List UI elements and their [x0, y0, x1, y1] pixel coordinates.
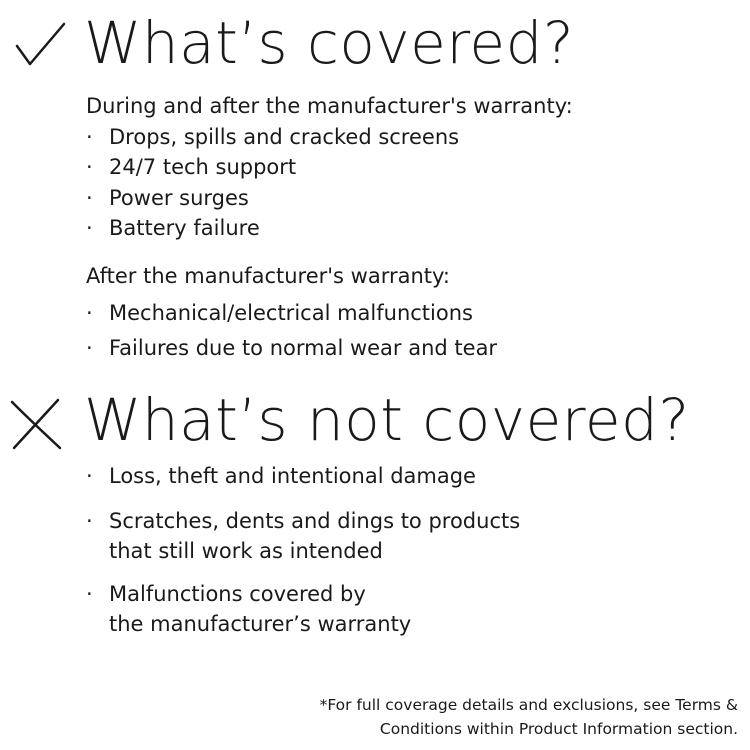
bullet-dot: ·: [86, 582, 93, 606]
list-item-text-continued: the manufacturer’s warranty: [109, 612, 412, 636]
list-item-text: Loss, theft and intentional damage: [109, 464, 476, 488]
list-item-text: Failures due to normal wear and tear: [109, 336, 498, 360]
bullet-dot: ·: [86, 186, 93, 210]
list-item-text: Scratches, dents and dings to products: [109, 509, 521, 533]
during-after-warranty-heading: During and after the manufacturer's warranty:: [86, 94, 573, 118]
covered-heading: What’s covered?: [84, 9, 575, 77]
bullet-dot: ·: [86, 509, 93, 533]
footnote-line-1: *For full coverage details and exclusions, see Terms &: [319, 696, 738, 714]
bullet-dot: ·: [86, 155, 93, 179]
list-item-text: Power surges: [109, 186, 249, 210]
list-item-text: Battery failure: [109, 216, 260, 240]
after-warranty-heading: After the manufacturer's warranty:: [86, 264, 450, 288]
bullet-dot: ·: [86, 125, 93, 149]
not-covered-heading: What’s not covered?: [84, 386, 690, 454]
bullet-dot: ·: [86, 464, 93, 488]
footnote-line-2: Conditions within Product Information section.: [379, 720, 738, 738]
bullet-dot: ·: [86, 336, 93, 360]
list-item-text-continued: that still work as intended: [109, 539, 383, 563]
cross-icon: [8, 396, 64, 452]
check-icon: [14, 20, 70, 70]
list-item-text: Malfunctions covered by: [109, 582, 366, 606]
list-item-text: 24/7 tech support: [109, 155, 297, 179]
list-item-text: Mechanical/electrical malfunctions: [109, 301, 473, 325]
footnote: [320, 693, 738, 741]
list-item-text: Drops, spills and cracked screens: [109, 125, 460, 149]
bullet-dot: ·: [86, 301, 93, 325]
bullet-dot: ·: [86, 216, 93, 240]
